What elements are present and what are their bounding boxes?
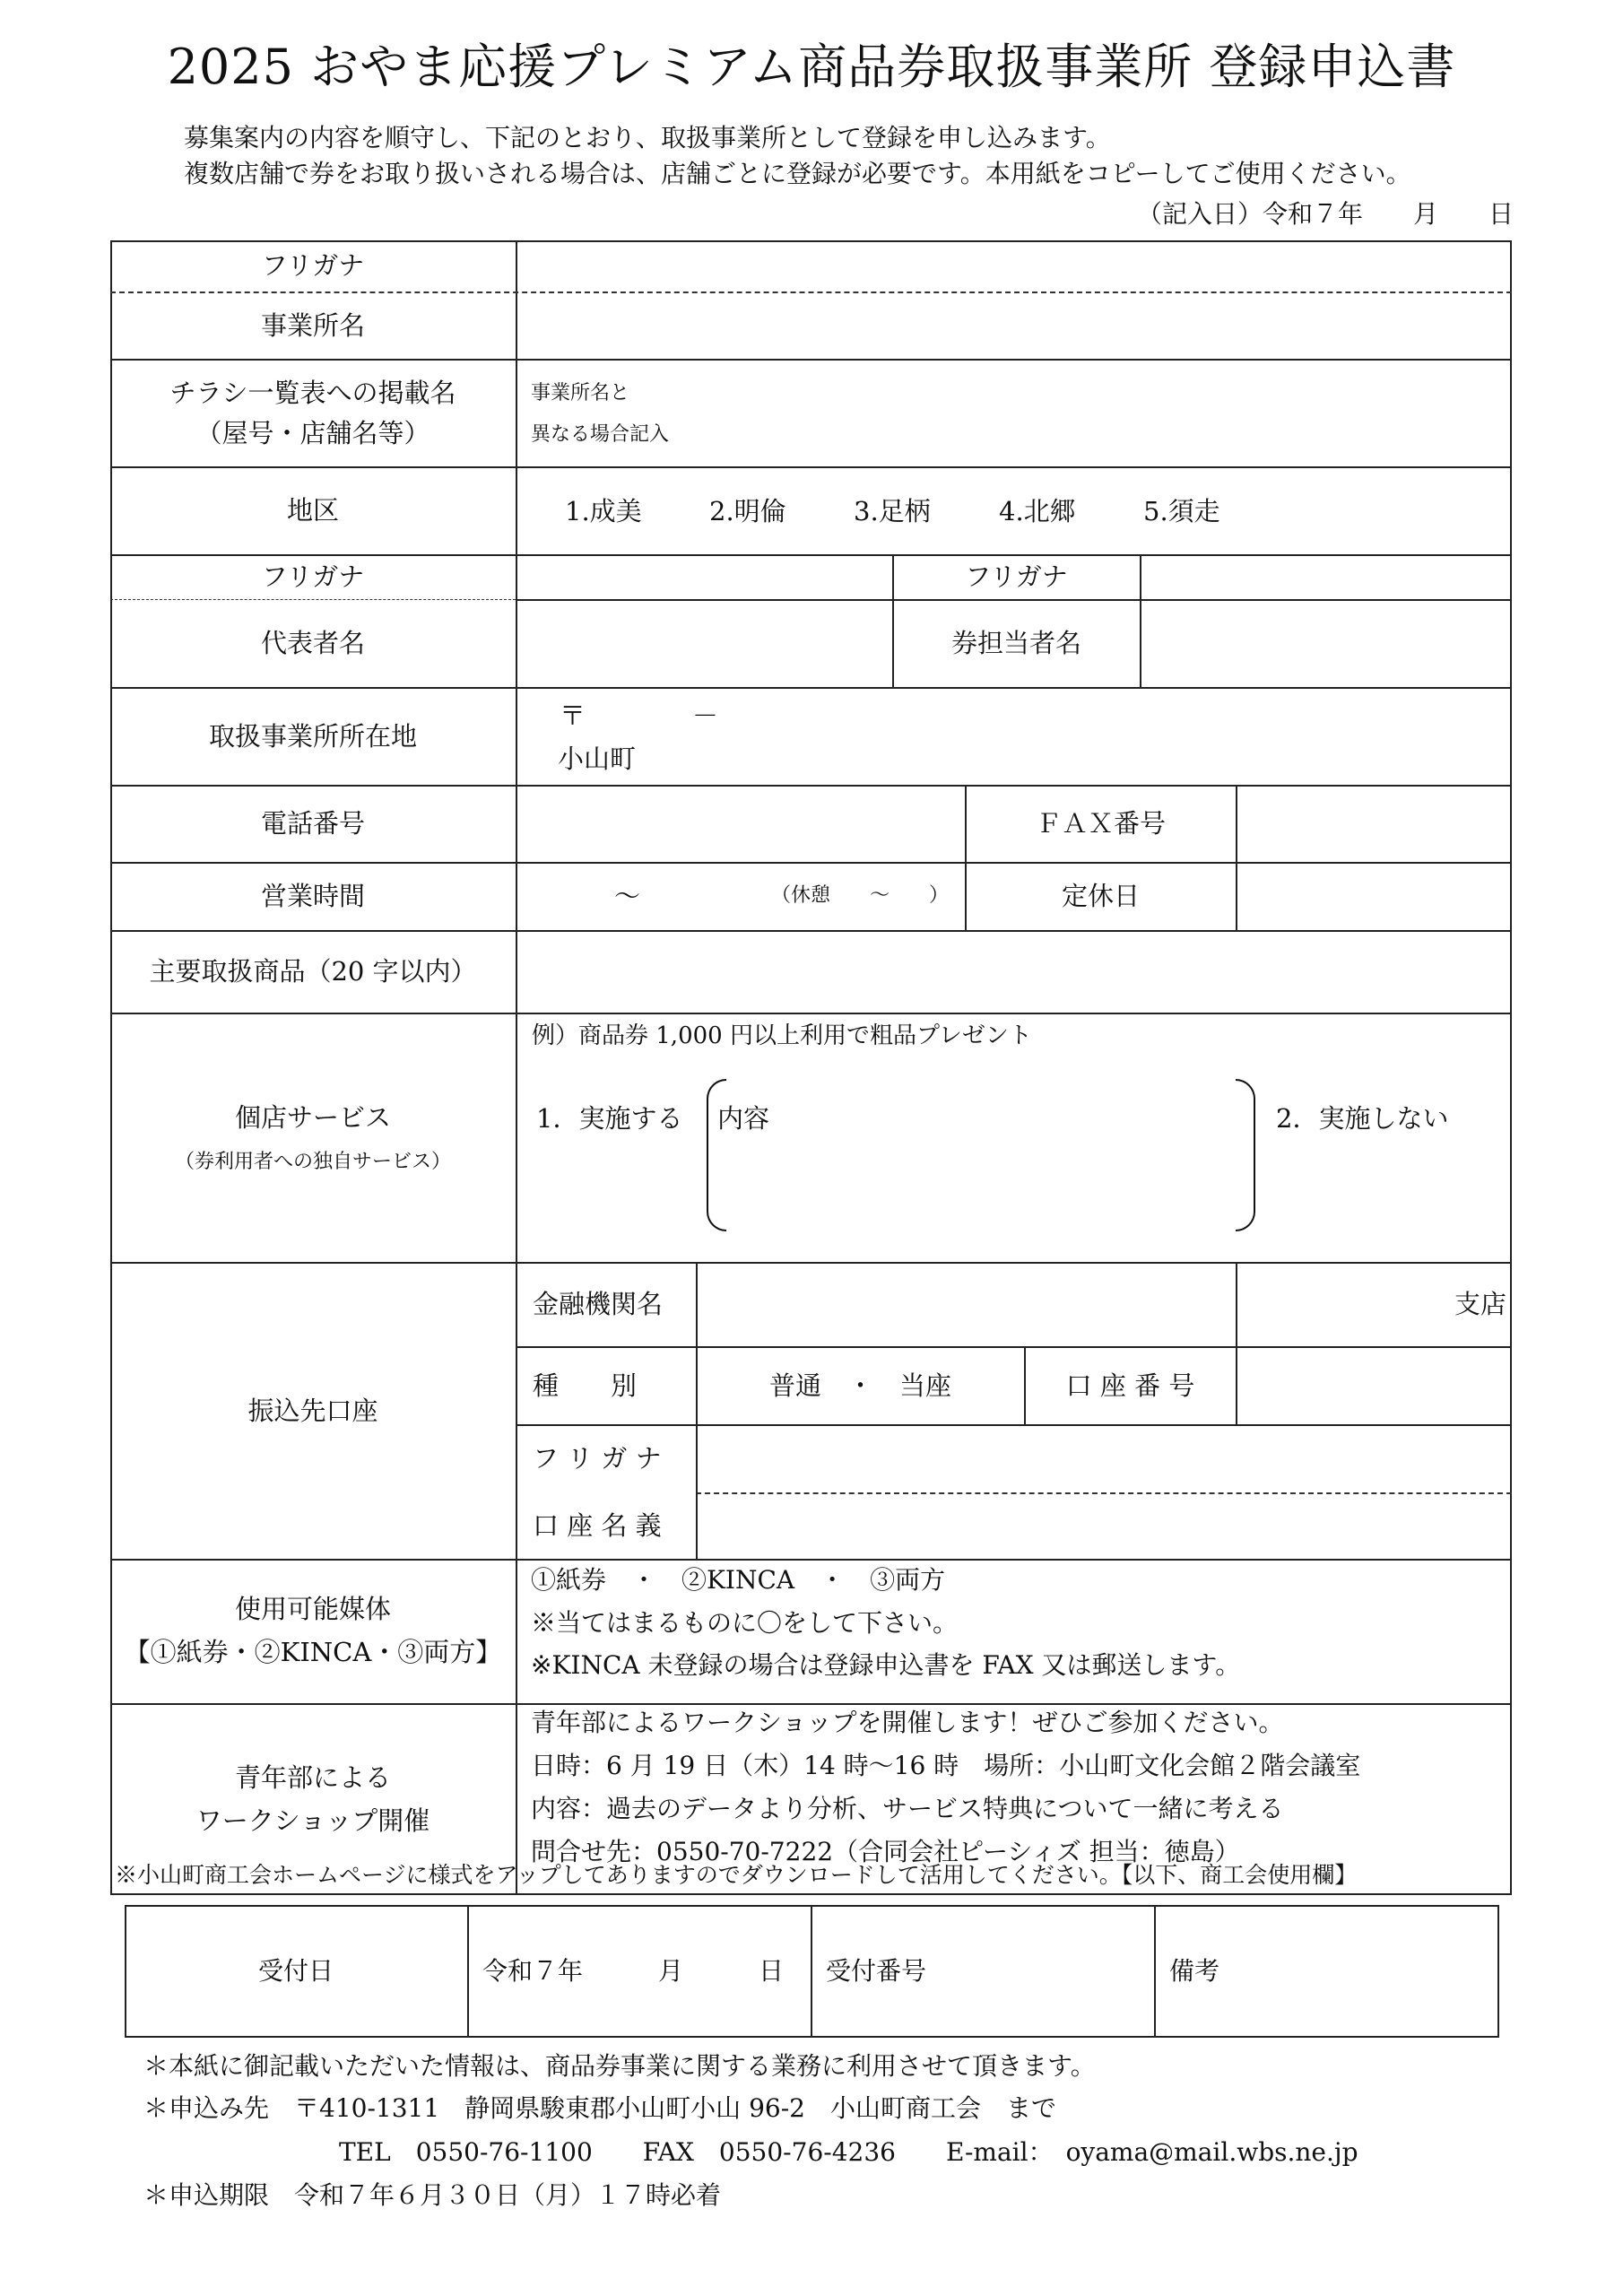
hours-break: （休憩 ～ ） (771, 884, 950, 907)
entry-date: （記入日）令和７年 月 日 (1136, 199, 1514, 229)
bank-name-input[interactable] (698, 1264, 1235, 1345)
account-number-input[interactable] (1237, 1348, 1510, 1423)
branch-label: 支店 (1454, 1289, 1506, 1319)
media-label (110, 1560, 516, 1703)
workshop-line-4: 問合せ先：0550-70-7222（合同会社ピーシィズ 担当：徳島） (531, 1837, 1240, 1866)
intro-line-1: 募集案内の内容を順守し、下記のとおり、取扱事業所として登録を申し込みます。 (184, 123, 1111, 152)
page-title: 2025 おやま応援プレミアム商品券取扱事業所 登録申込書 (167, 39, 1456, 95)
products-label: 主要取扱商品（20 字以内） (149, 956, 477, 987)
postal-dash: － (692, 700, 719, 731)
workshop-label-line2: ワークショップ開催 (195, 1805, 430, 1836)
workshop-line-3: 内容：過去のデータより分析、サービス特典について一緒に考える (531, 1794, 1284, 1823)
hours-input[interactable] (517, 864, 964, 929)
service-example: 例）商品券 1,000 円以上利用で粗品プレゼント (532, 1022, 1032, 1049)
contact-furigana-label: フリガナ (965, 561, 1068, 593)
flyer-name-hint-line2: 異なる場合記入 (531, 423, 670, 446)
label-column-divider (516, 240, 517, 1895)
phone-label: 電話番号 (260, 808, 365, 839)
media-label-line1: 使用可能媒体 (234, 1594, 391, 1625)
fax-input[interactable] (1237, 787, 1510, 861)
bank-name-label: 金融機関名 (533, 1289, 664, 1320)
flyer-name-hint-line1: 事業所名と (531, 382, 630, 404)
service-option-not-implement[interactable]: 2．実施しない (1276, 1103, 1449, 1134)
contact-name-label: 券担当者名 (950, 628, 1081, 659)
flyer-name-label-line2: （屋号・店舗名等） (195, 417, 430, 448)
account-type-options[interactable]: 普通 ・ 当座 (768, 1370, 951, 1401)
hours-tilde: ～ (614, 881, 641, 911)
fax-label: ＦＡＸ番号 (1035, 808, 1166, 839)
right-bracket-icon (1236, 1079, 1255, 1231)
flyer-name-label (110, 360, 516, 466)
service-content-label: 内容 (717, 1103, 770, 1134)
remarks-label: 備考 (1169, 1956, 1220, 1987)
download-notice: ※小山町商工会ホームページに様式をアップしてありますのでダウンロードして活用してください。【以下、商工会使用欄】 (115, 1862, 1358, 1888)
account-number-label: 口 座 番 号 (1065, 1370, 1195, 1401)
district-option-ashigara[interactable]: 3.足柄 (854, 496, 931, 526)
rep-name-label: 代表者名 (260, 628, 365, 659)
workshop-label-line1: 青年部による (234, 1761, 391, 1793)
received-date-label: 受付日 (257, 1956, 334, 1987)
workshop-line-2: 日時：6 月 19 日（木）14 時～16 時 場所：小山町文化会館２階会議室 (531, 1751, 1361, 1780)
apply-to-address: ＊申込み先 〒410-1311 静岡県駿東郡小山町小山 96-2 小山町商工会 まで (143, 2093, 1056, 2123)
intro-line-2: 複数店舗で券をお取り扱いされる場合は、店舗ごとに登録が必要です。本用紙をコピーしてご使用ください。 (184, 159, 1411, 188)
receipt-number-label: 受付番号 (826, 1956, 927, 1987)
bank-section-label: 振込先口座 (247, 1395, 378, 1426)
workshop-line-1: 青年部によるワークショップを開催します！ぜひご参加ください。 (531, 1708, 1284, 1737)
account-holder-label: 口 座 名 義 (533, 1510, 662, 1542)
district-option-seibi[interactable]: 1.成美 (565, 496, 642, 526)
received-date-value: 令和７年 月 日 (482, 1956, 785, 1987)
flyer-name-label-line1: チラシ一覧表への掲載名 (169, 377, 456, 408)
business-name-label: 事業所名 (260, 309, 365, 341)
closed-days-label: 定休日 (1061, 881, 1140, 912)
district-label: 地区 (286, 495, 339, 526)
town-prefix: 小山町 (558, 744, 637, 774)
rep-name-input[interactable] (517, 601, 891, 686)
media-options[interactable]: ①紙券 ・ ②KINCA ・ ③両方 (531, 1565, 946, 1595)
address-input[interactable] (517, 689, 1510, 784)
bank-furigana-input[interactable] (698, 1426, 1510, 1492)
business-name-input[interactable] (517, 293, 1510, 358)
account-type-label: 種 別 (533, 1370, 638, 1401)
district-option-meirin[interactable]: 2.明倫 (709, 496, 786, 526)
deadline: ＊申込期限 令和７年６月３０日（月）１７時必着 (143, 2180, 722, 2210)
account-holder-input[interactable] (698, 1494, 1510, 1558)
media-note-1: ※当てはまるものに〇をして下さい。 (531, 1608, 959, 1638)
address-label: 取扱事業所所在地 (208, 720, 417, 752)
district-option-subashiri[interactable]: 5.須走 (1143, 496, 1220, 526)
rep-furigana-input[interactable] (517, 556, 891, 598)
furigana-label: フリガナ (261, 250, 365, 282)
contact-name-input[interactable] (1141, 601, 1510, 686)
closed-days-input[interactable] (1237, 864, 1510, 929)
media-note-2: ※KINCA 未登録の場合は登録申込書を FAX 又は郵送します。 (531, 1650, 1241, 1680)
district-option-kitago[interactable]: 4.北郷 (999, 496, 1076, 526)
service-option-implement[interactable]: 1．実施する (536, 1103, 683, 1134)
left-bracket-icon (707, 1079, 726, 1231)
branch-input[interactable] (1237, 1264, 1462, 1345)
service-content-input[interactable] (728, 1139, 1230, 1225)
service-label-sub: （券利用者への独自サービス） (174, 1150, 451, 1173)
contact-info: TEL 0550-76-1100 FAX 0550-76-4236 E-mail： oyama@mail.wbs.ne.jp (339, 2137, 1358, 2167)
bank-furigana-label: フ リ ガ ナ (533, 1443, 662, 1474)
postal-mark-icon: 〒 (560, 700, 586, 731)
privacy-note: ＊本紙に御記載いただいた情報は、商品券事業に関する業務に利用させて頂きます。 (143, 2051, 1096, 2081)
media-label-line2: 【①紙券・②KINCA・③両方】 (124, 1637, 502, 1667)
contact-furigana-input[interactable] (1141, 556, 1510, 598)
business-furigana-input[interactable] (517, 242, 1510, 291)
products-input[interactable] (517, 932, 1510, 1012)
service-label-main: 個店サービス (234, 1101, 391, 1133)
rep-furigana-label: フリガナ (261, 561, 365, 593)
phone-input[interactable] (517, 787, 964, 861)
flyer-name-input[interactable] (517, 361, 1510, 465)
hours-label: 営業時間 (260, 881, 365, 912)
service-label (110, 1013, 516, 1262)
